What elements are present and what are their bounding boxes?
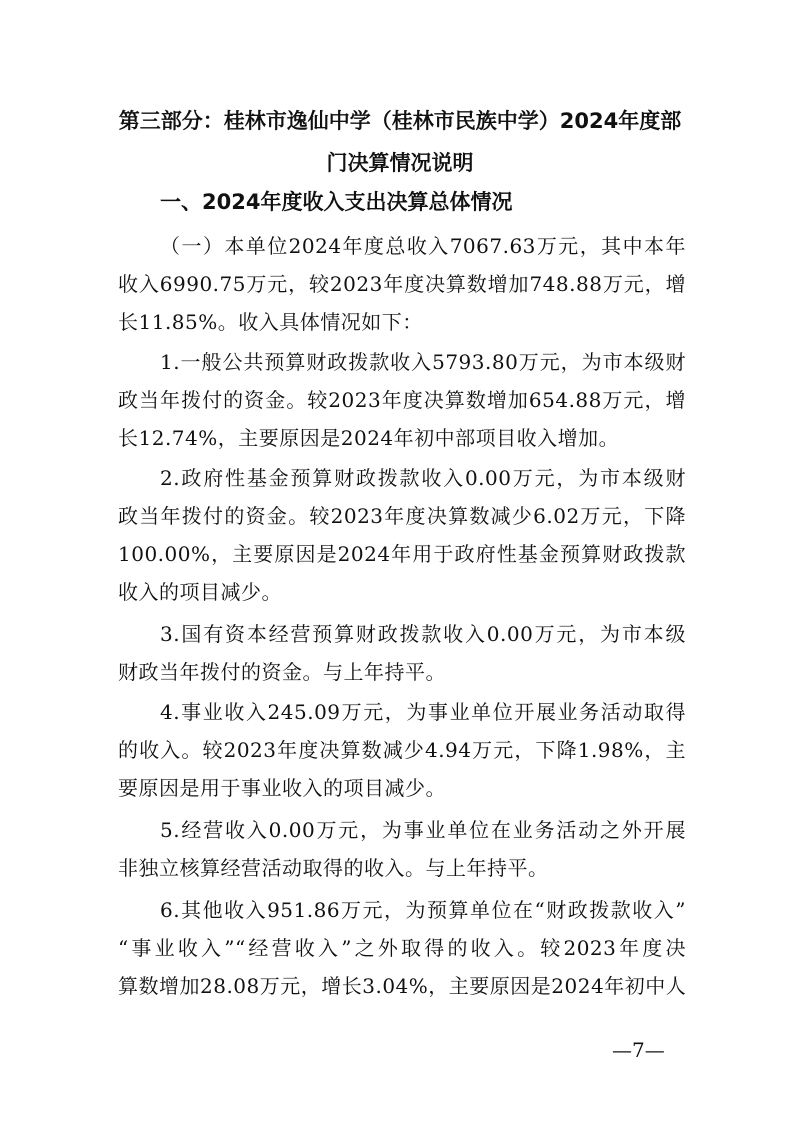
paragraph-line: 政当年拨付的资金。较2023年度决算数减少6.02万元，下降	[118, 504, 686, 528]
paragraph-line: 长11.85%。收入具体情况如下：	[118, 310, 423, 334]
title-line-2: 门决算情况说明	[326, 151, 474, 175]
document-title	[110, 100, 690, 184]
paragraph-line: 收入的项目减少。	[118, 580, 282, 604]
section-heading: 一、2024年度收入支出决算总体情况	[160, 190, 513, 214]
paragraph-line: 100.00%，主要原因是2024年用于政府性基金预算财政拨款	[118, 542, 686, 566]
paragraph-line: 5.经营收入0.00万元，为事业单位在业务活动之外开展	[160, 818, 686, 842]
paragraph-line: 3.国有资本经营预算财政拨款收入0.00万元，为市本级	[160, 622, 686, 646]
paragraph-line: 的收入。较2023年度决算数减少4.94万元，下降1.98%，主	[118, 738, 686, 762]
title-line-1: 第三部分：桂林市逸仙中学（桂林市民族中学）2024年度部	[118, 109, 682, 133]
paragraph-line: 算数增加28.08万元，增长3.04%，主要原因是2024年初中人	[118, 974, 687, 998]
paragraph-line: （一）本单位2024年度总收入7067.63万元，其中本年	[160, 234, 686, 258]
paragraph-line: 要原因是用于事业收入的项目减少。	[118, 776, 446, 800]
paragraph-line: 2.政府性基金预算财政拨款收入0.00万元，为市本级财	[160, 466, 686, 490]
paragraph-line: 1.一般公共预算财政拨款收入5793.80万元，为市本级财	[160, 350, 686, 374]
paragraph-line: 非独立核算经营活动取得的收入。与上年持平。	[118, 856, 549, 880]
paragraph-line: 6.其他收入951.86万元，为预算单位在“财政拨款收入”	[160, 898, 686, 922]
paragraph-line: 财政当年拨付的资金。与上年持平。	[118, 660, 446, 684]
paragraph-line: “事业收入”“经营收入”之外取得的收入。较2023年度决	[118, 936, 686, 960]
paragraph-line: 长12.74%，主要原因是2024年初中部项目收入增加。	[118, 426, 620, 450]
paragraph-line: 政当年拨付的资金。较2023年度决算数增加654.88万元，增	[118, 388, 686, 412]
paragraph-line: 收入6990.75万元，较2023年度决算数增加748.88万元，增	[118, 272, 686, 296]
page-number: —7—	[612, 1038, 665, 1062]
paragraph-line: 4.事业收入245.09万元，为事业单位开展业务活动取得	[160, 700, 686, 724]
